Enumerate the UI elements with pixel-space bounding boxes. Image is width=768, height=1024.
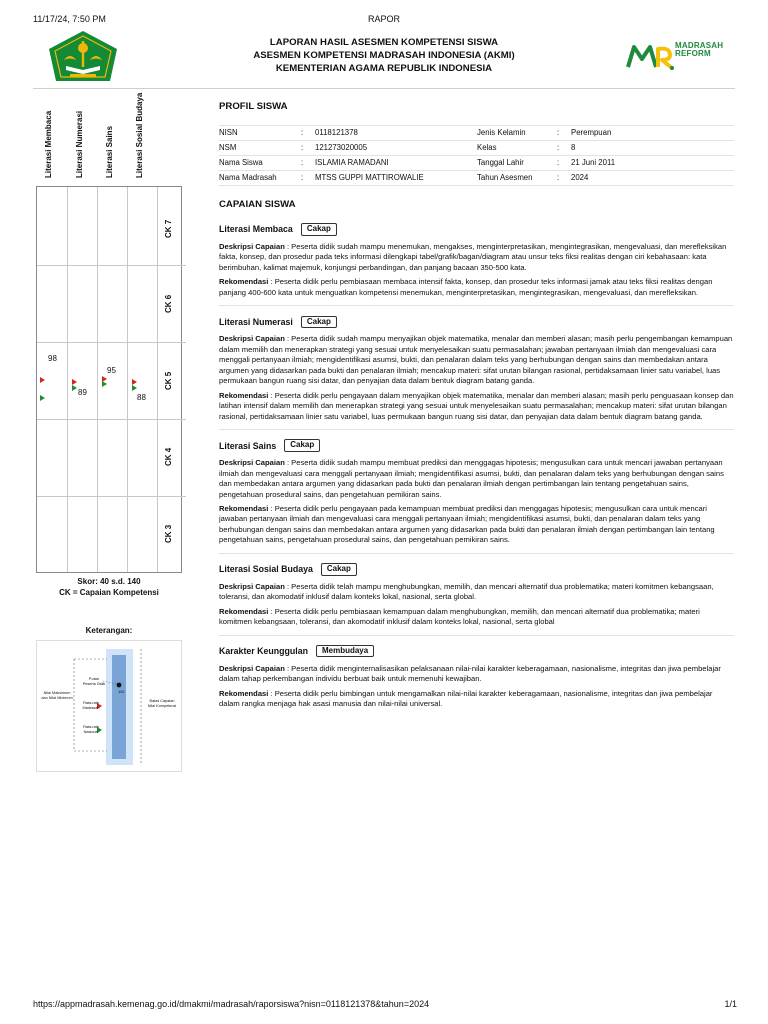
report-content bbox=[219, 96, 734, 723]
legend-max-min-label bbox=[39, 691, 75, 701]
level-badge: Cakap bbox=[301, 223, 337, 236]
subject-header bbox=[219, 220, 734, 239]
chart-col-literasi-sains: Literasi Sains bbox=[105, 125, 114, 178]
legend-max-min-line-1: Nilai Maksimum bbox=[43, 691, 71, 695]
profil-value: 8 bbox=[571, 142, 576, 152]
rekomendasi-label: Rekomendasi bbox=[219, 606, 269, 616]
logo-text-reform: REFORM bbox=[675, 49, 711, 59]
profil-label: Nama Madrasah bbox=[219, 172, 277, 182]
subject-header bbox=[219, 642, 734, 661]
subject-header bbox=[219, 436, 734, 455]
subject-name: Literasi Numerasi bbox=[219, 316, 293, 327]
profil-separator: : bbox=[301, 157, 304, 167]
deskripsi-paragraph bbox=[219, 458, 734, 500]
capaian-list bbox=[219, 220, 734, 717]
profil-label: Kelas bbox=[477, 142, 497, 152]
deskripsi-text: : Peserta didik telah mampu menghubungkan, memilih, dan mencari alternatif dua problematika; materi komitmen kebangsaan, toleransi, dan akomodatif inklusif dalam konteks lokal, nasional, serta global. bbox=[219, 581, 714, 602]
chart-grid-line bbox=[97, 187, 98, 572]
legend-batas-label bbox=[143, 699, 181, 709]
profil-separator: : bbox=[557, 172, 560, 182]
chart-col-literasi-membaca: Literasi Membaca bbox=[44, 110, 53, 178]
profil-title: PROFIL SISWA bbox=[219, 101, 288, 112]
deskripsi-paragraph bbox=[219, 664, 734, 685]
ck-6-label: CK 6 bbox=[164, 294, 173, 313]
deskripsi-label: Deskripsi Capaian bbox=[219, 581, 285, 591]
deskripsi-paragraph bbox=[219, 334, 734, 386]
legend-posisi-label bbox=[81, 677, 107, 687]
capaian-title: CAPAIAN SISWA bbox=[219, 199, 296, 210]
chart-grid-line bbox=[127, 187, 128, 572]
profil-value: 2024 bbox=[571, 172, 589, 182]
marker-nasional-sosial-budaya bbox=[132, 385, 137, 391]
chart-grid-line bbox=[37, 419, 186, 420]
competency-chart bbox=[36, 186, 182, 573]
subject-name: Literasi Membaca bbox=[219, 224, 293, 235]
keterangan-title: Keterangan: bbox=[85, 626, 133, 635]
rekomendasi-label: Rekomendasi bbox=[219, 503, 269, 513]
chart-col-literasi-numerasi: Literasi Numerasi bbox=[75, 110, 84, 178]
profil-label: Nama Siswa bbox=[219, 157, 263, 167]
profil-table-body bbox=[219, 126, 734, 186]
score-literasi-sains: 95 bbox=[107, 366, 116, 375]
rekomendasi-text: : Peserta didik perlu pembiasaan membaca intensif fakta, konsep, dan prosedur teks informasi jamak atau teks fiksi realitas dengan panjang 400-600 kata untuk menguatkan kompetensi menemukan, menginterpretasikan, mengintegrasikan, mengevaluasi, dan merefleksikan. bbox=[219, 277, 713, 297]
level-badge: Membudaya bbox=[316, 645, 374, 658]
legend-batas-line-1: Batas Capaian bbox=[149, 699, 175, 703]
report-title-line-3: KEMENTERIAN AGAMA REPUBLIK INDONESIA bbox=[275, 63, 493, 75]
legend-nasional-line-1: Rata-rata bbox=[83, 725, 99, 729]
profil-row bbox=[219, 171, 734, 186]
subject-section bbox=[219, 642, 734, 717]
rekomendasi-label: Rekomendasi bbox=[219, 277, 269, 287]
profil-value: ISLAMIA RAMADANI bbox=[315, 157, 389, 167]
legend-nasional-label bbox=[81, 725, 101, 735]
score-literasi-numerasi: 89 bbox=[78, 388, 87, 397]
print-title: RAPOR bbox=[367, 14, 400, 24]
profil-separator: : bbox=[557, 142, 560, 152]
legend-madrasah-label bbox=[81, 701, 101, 711]
profil-separator: : bbox=[301, 142, 304, 152]
rekomendasi-text: : Peserta didik perlu pengayaan pada kemampuan membuat prediksi dan menggagas hipotesis; mengusulkan cara untuk mencari jawaban pertanyaan ilmiah dan mengevaluasi cara menggali pertanyaan ilmiah; mengidentifikasi asumsi, bukti, dan penalaran dalam teks yang berhubungan dengan sains dan membedakan antara argumen yang didasarkan pada bukti dan penalaran ilmiah dengan pertimbangan lain tentang pengetahuan sains, pengetahuan prosedural sains, dan pengetahuan pemikiran sains. bbox=[219, 503, 715, 545]
deskripsi-paragraph bbox=[219, 242, 734, 273]
ck-3-label: CK 3 bbox=[164, 524, 173, 543]
chart-grid-line bbox=[37, 496, 186, 497]
profil-separator: : bbox=[557, 157, 560, 167]
rekomendasi-text: : Peserta didik perlu pengayaan dalam menyajikan objek matematika, menalar dan memberi alasan; masih perlu penguasaan konsep dan latihan intensif dalam memilih dan menerapkan strategi yang sesuai untuk menyelesaikan suatu permasalahan; mencakup materi: sifat urutan bilangan rasional, pertidaksamaan linier satu variabel, luas permukaan bangun ruang sisi datar, dan penyajian data dalam bentuk diagram batang ganda. bbox=[219, 390, 734, 421]
profil-value: MTSS GUPPI MATTIROWALIE bbox=[315, 172, 424, 182]
legend-nasional-line-2: Nasional bbox=[83, 729, 99, 734]
profil-value: 21 Juni 2011 bbox=[571, 157, 616, 167]
deskripsi-text: : Peserta didik sudah mampu membuat prediksi dan menggagas hipotesis; mengusulkan cara untuk mencari jawaban pertanyaan ilmiah dan mengevaluasi cara menggali pertanyaan ilmiah; mengidentifikasi asumsi, bukti, dan penalaran dalam teks yang berhubungan dengan sains dan membedakan antara argumen yang didasarkan pada bukti dan penalaran ilmiah dengan pertimbangan lain tentang pengetahuan sains, pengetahuan prosedural sains, dan pengetahuan pemikiran sains. bbox=[219, 458, 724, 499]
rekomendasi-text: : Peserta didik perlu bimbingan untuk mengamalkan nilai-nilai karakter keberagamaan, nasionalisme, integritas dan jiwa pembelajar dalam rangka menjaga hak asasi manusia dan nilai-nilai universal. bbox=[219, 688, 713, 709]
subject-name: Literasi Sains bbox=[219, 440, 277, 451]
subject-header bbox=[219, 312, 734, 331]
legend-madrasah-line-2: Madrasah bbox=[82, 705, 100, 710]
legend-posisi-line-1: Posisi bbox=[88, 677, 100, 681]
rekomendasi-paragraph bbox=[219, 607, 734, 628]
ck-5-label: CK 5 bbox=[164, 371, 173, 390]
score-literasi-sosial-budaya: 88 bbox=[137, 393, 146, 402]
level-badge: Cakap bbox=[321, 563, 357, 576]
legend-max-min-line-2: dan Nilai Minimum bbox=[41, 695, 73, 700]
profil-separator: : bbox=[301, 172, 304, 182]
deskripsi-label: Deskripsi Capaian bbox=[219, 663, 285, 673]
deskripsi-text: : Peserta didik menginternalisasikan pelaksanaan nilai-nilai karakter keberagamaan, nasionalisme, integritas dan jiwa pembelajar dalam tahap perkembangan individu berbuat baik untuk memenuhi kewajiban. bbox=[219, 663, 721, 684]
profil-value: Perempuan bbox=[571, 127, 612, 137]
profil-value: 0118121378 bbox=[315, 127, 358, 137]
deskripsi-label: Deskripsi Capaian bbox=[219, 334, 285, 344]
score-literasi-membaca: 98 bbox=[48, 354, 57, 363]
profil-separator: : bbox=[301, 127, 304, 137]
subject-header bbox=[219, 560, 734, 579]
chart-grid-line bbox=[37, 342, 186, 343]
chart-grid-line bbox=[37, 265, 186, 266]
ck-4-label: CK 4 bbox=[164, 447, 173, 466]
keterangan-legend bbox=[36, 640, 182, 772]
subject-name: Literasi Sosial Budaya bbox=[219, 564, 313, 575]
deskripsi-label: Deskripsi Capaian bbox=[219, 242, 285, 251]
rekomendasi-text: : Peserta didik perlu pembiasaan kemampuan dalam menghubungkan, memilih, dan mencari alternatif dua problematika; materi komitmen kebangsaan, toleransi, dan akomodatif inklusif dalam konteks lokal, nasional, serta global bbox=[219, 606, 700, 627]
deskripsi-label: Deskripsi Capaian bbox=[219, 458, 285, 468]
deskripsi-text: : Peserta didik sudah mampu menemukan, mengakses, menginterpretasikan, mengintegrasikan, mengevaluasi, dan merefleksikan fakta, konsep, dan prosedur pada teks informasi dilengkapi tabel/grafik/bagan/diagram atau unsur teks fiksi realitas dengan ciri kebahasaan: kata berimbuhan, kalimat majemuk, konjungsi perbandingan, dan panjang bacaan 350-500 kata. bbox=[219, 242, 727, 272]
profil-separator: : bbox=[557, 127, 560, 137]
ck-7-label: CK 7 bbox=[164, 219, 173, 238]
chart-col-literasi-sosial-budaya: Literasi Sosial Budaya bbox=[135, 92, 144, 178]
deskripsi-paragraph bbox=[219, 582, 734, 603]
legend-batas-line-2: Nilai Kompetensi bbox=[147, 703, 177, 708]
profil-label: Tahun Asesmen bbox=[477, 172, 533, 182]
report-title bbox=[180, 36, 588, 76]
level-badge: Cakap bbox=[301, 316, 337, 329]
rekomendasi-paragraph bbox=[219, 391, 734, 422]
profil-row bbox=[219, 141, 734, 156]
subject-section bbox=[219, 436, 734, 554]
ck-legend-note: CK = Capaian Kompetensi bbox=[59, 588, 159, 597]
profil-label: Tanggal Lahir bbox=[477, 157, 524, 167]
rekomendasi-paragraph bbox=[219, 504, 734, 546]
deskripsi-text: : Peserta didik sudah mampu menyajikan objek matematika, menalar dan memberi alasan; masih perlu pengembangan kemampuan dalam memilih dan menerapkan strategi yang sesuai untuk menyelesaikan suatu permasalahan; jawaban pertanyaan ilmiah dan mengevaluasi cara menggali pertanyaan ilmiah; mengidentifikasi asumsi, bukti, dan penalaran dalam teks yang berhubungan dengan sains dan membedakan antara argumen yang didasarkan pada bukti dan penalaran ilmiah; mencakup materi: sifat urutan bilangan rasional, pertidaksamaan linier satu variabel, luas permukaan bangun ruang sisi datar, dan penyajian data dalam bentuk diagram batang ganda. bbox=[219, 334, 733, 386]
footer-url[interactable]: https://appmadrasah.kemenag.go.id/dmakmi/madrasah/raporsiswa?nisn=0118121378&tahun=2024 bbox=[33, 999, 430, 1009]
rekomendasi-paragraph bbox=[219, 689, 734, 710]
profil-row bbox=[219, 126, 734, 141]
subject-name: Karakter Keunggulan bbox=[219, 646, 308, 657]
logo-text-madrasah: MADRASAH bbox=[675, 41, 724, 50]
subject-section bbox=[219, 312, 734, 430]
marker-nasional-sains bbox=[102, 381, 107, 387]
profil-table bbox=[219, 125, 734, 186]
profil-label: Jenis Kelamin bbox=[477, 127, 526, 137]
print-datetime: 11/17/24, 7:50 PM bbox=[33, 14, 106, 24]
score-range-note: Skor: 40 s.d. 140 bbox=[77, 577, 141, 586]
chart-grid-line bbox=[67, 187, 68, 572]
level-badge: Cakap bbox=[284, 439, 320, 452]
marker-nasional-membaca bbox=[40, 395, 45, 401]
chart-grid-line bbox=[157, 187, 158, 572]
marker-madrasah-membaca bbox=[40, 377, 45, 383]
profil-label: NSM bbox=[219, 142, 237, 152]
subject-section bbox=[219, 220, 734, 306]
madrasah-reform-logo-text bbox=[675, 42, 723, 59]
profil-row bbox=[219, 156, 734, 171]
rekomendasi-label: Rekomendasi bbox=[219, 688, 269, 698]
report-title-line-1: LAPORAN HASIL ASESMEN KOMPETENSI SISWA bbox=[269, 37, 499, 48]
header-divider bbox=[33, 88, 735, 89]
subject-section bbox=[219, 560, 734, 636]
report-title-line-2: ASESMEN KOMPETENSI MADRASAH INDONESIA (AKMI) bbox=[253, 50, 515, 62]
profil-label: NISN bbox=[219, 127, 238, 137]
rekomendasi-paragraph bbox=[219, 277, 734, 298]
legend-posisi-line-2: Peserta Didik bbox=[82, 681, 106, 686]
rekomendasi-label: Rekomendasi bbox=[219, 390, 269, 400]
legend-madrasah-line-1: Rata-rata bbox=[83, 701, 99, 705]
legend-score: 110 bbox=[118, 689, 125, 694]
marker-nasional-numerasi bbox=[72, 385, 77, 391]
kemenag-logo-icon bbox=[48, 30, 118, 82]
footer-page-number: 1/1 bbox=[724, 999, 737, 1009]
profil-value: 121273020005 bbox=[315, 142, 368, 152]
